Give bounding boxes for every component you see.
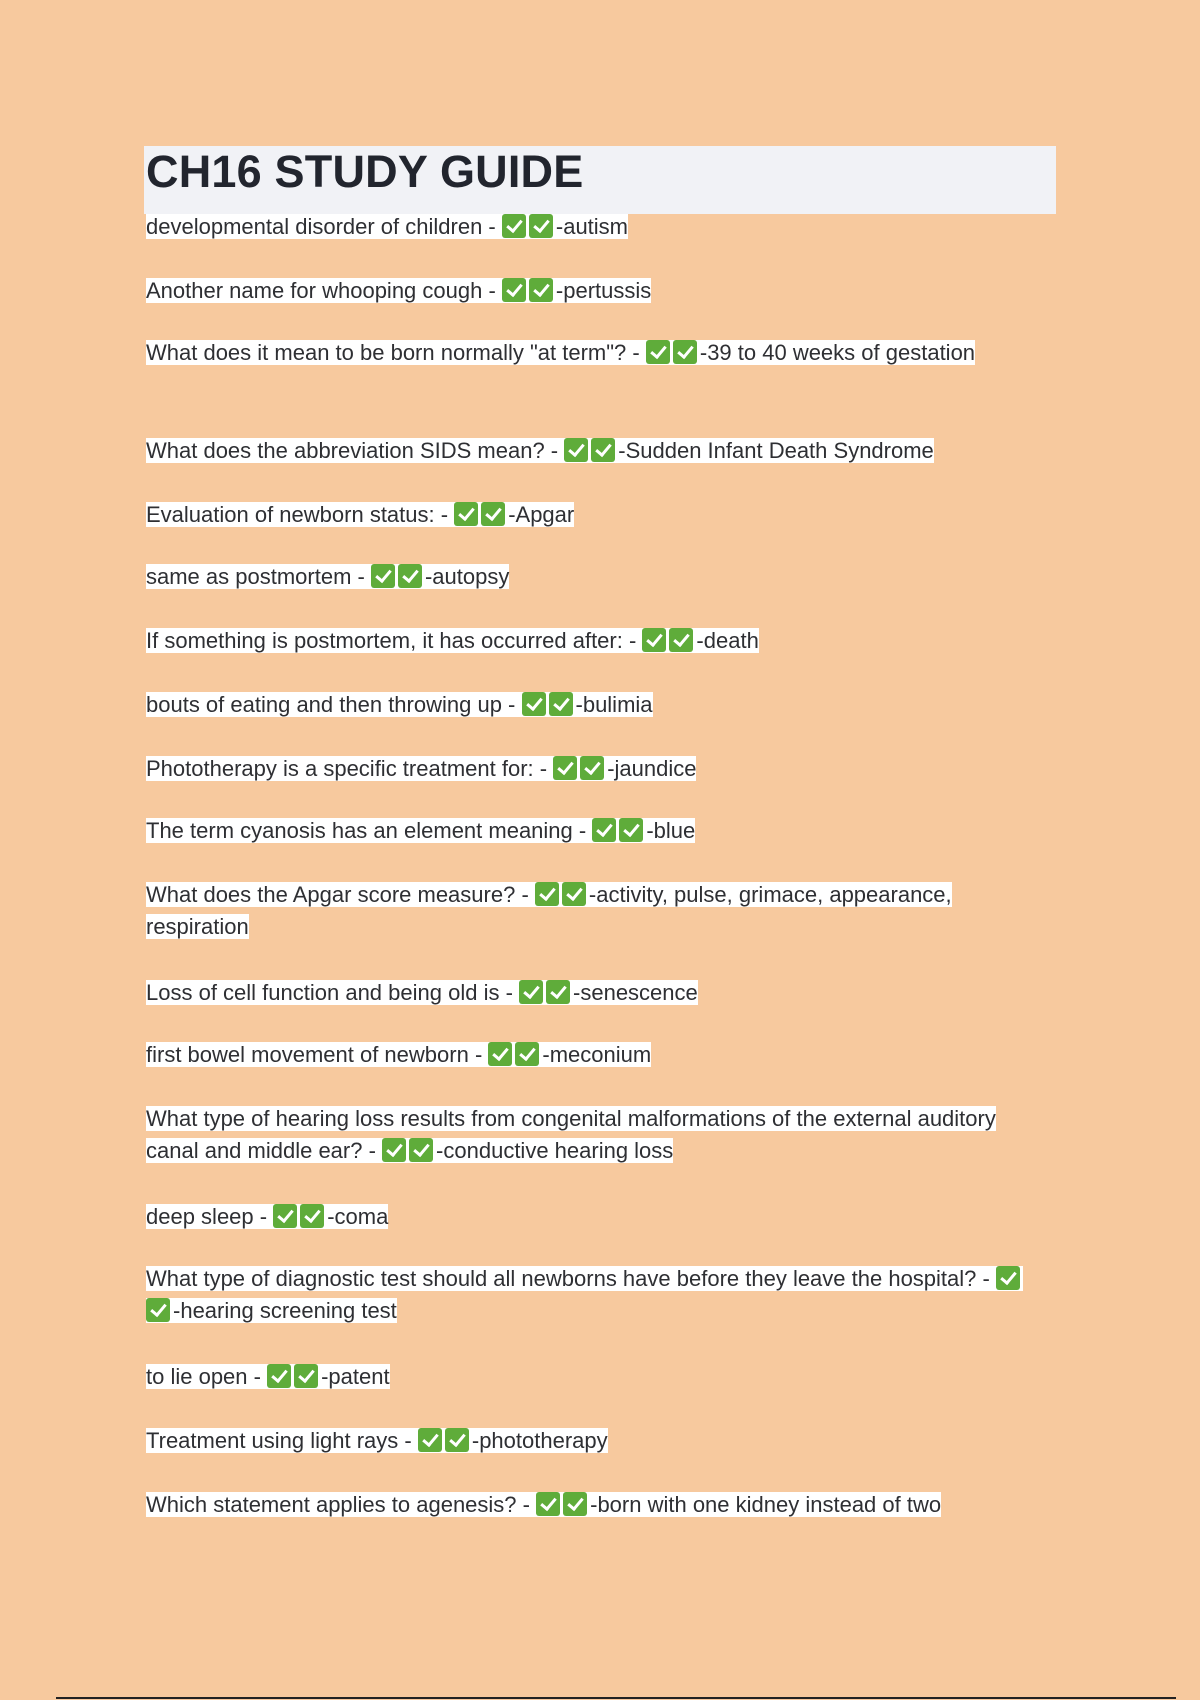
question-separator: - bbox=[362, 1138, 383, 1163]
study-item-highlight bbox=[146, 502, 574, 527]
answer-prefix: - bbox=[471, 1428, 480, 1453]
study-item-highlight bbox=[146, 628, 759, 653]
study-item-highlight bbox=[146, 1364, 390, 1389]
study-item-highlight bbox=[146, 1042, 651, 1067]
study-question: If something is postmortem, it has occurred after: bbox=[146, 628, 623, 653]
study-question: Phototherapy is a specific treatment for: bbox=[146, 756, 534, 781]
study-answer: phototherapy bbox=[479, 1428, 608, 1453]
check-mark-icon bbox=[673, 340, 697, 364]
check-mark-icon bbox=[522, 692, 546, 716]
answer-prefix: - bbox=[508, 502, 516, 527]
study-question: What type of hearing loss results from congenital malformations of the external auditory canal and middle ear? bbox=[146, 1106, 996, 1163]
study-answer: jaundice bbox=[614, 756, 697, 781]
answer-prefix: - bbox=[618, 438, 626, 463]
check-mark-icon bbox=[642, 628, 666, 652]
check-mark-icon bbox=[515, 1042, 539, 1066]
study-question: Another name for whooping cough bbox=[146, 278, 483, 303]
check-mark-icon bbox=[267, 1364, 291, 1388]
question-separator: - bbox=[482, 214, 502, 239]
study-answer: activity, pulse, grimace, appearance, respiration bbox=[146, 882, 952, 939]
study-question: to lie open bbox=[146, 1364, 248, 1389]
question-separator: - bbox=[434, 502, 455, 527]
study-item bbox=[146, 977, 1046, 1009]
study-question: What type of diagnostic test should all newborns have before they leave the hospital? bbox=[146, 1266, 977, 1291]
question-separator: - bbox=[544, 438, 565, 463]
question-separator: - bbox=[572, 818, 593, 843]
question-separator: - bbox=[976, 1266, 996, 1291]
study-item bbox=[146, 211, 1046, 243]
check-mark-icon bbox=[536, 1492, 560, 1516]
check-mark-icon bbox=[553, 756, 577, 780]
check-mark-icon bbox=[371, 564, 395, 588]
answer-prefix: - bbox=[436, 1138, 444, 1163]
answer-prefix: - bbox=[173, 1298, 181, 1323]
answer-prefix: - bbox=[542, 1042, 550, 1067]
study-answer: pertussis bbox=[563, 278, 652, 303]
check-mark-icon bbox=[564, 438, 588, 462]
check-mark-icon bbox=[294, 1364, 318, 1388]
check-mark-icon bbox=[580, 756, 604, 780]
check-mark-icon bbox=[273, 1204, 297, 1228]
question-separator: - bbox=[515, 882, 535, 907]
check-mark-icon bbox=[454, 502, 478, 526]
study-item bbox=[146, 337, 1046, 369]
check-mark-icon bbox=[619, 818, 643, 842]
study-item bbox=[146, 689, 1046, 721]
study-question: Which statement applies to agenesis? bbox=[146, 1492, 517, 1517]
study-answer: Apgar bbox=[515, 502, 575, 527]
check-mark-icon bbox=[409, 1138, 433, 1162]
check-mark-icon bbox=[546, 980, 570, 1004]
study-item bbox=[146, 753, 1046, 785]
study-answer: conductive hearing loss bbox=[443, 1138, 674, 1163]
check-mark-icon bbox=[418, 1428, 442, 1452]
study-answer: meconium bbox=[549, 1042, 652, 1067]
answer-prefix: - bbox=[588, 882, 597, 907]
page-title: CH16 STUDY GUIDE bbox=[146, 146, 584, 197]
question-separator: - bbox=[468, 1042, 489, 1067]
study-answer: bulimia bbox=[582, 692, 653, 717]
check-mark-icon bbox=[382, 1138, 406, 1162]
answer-prefix: - bbox=[696, 628, 704, 653]
answer-prefix: - bbox=[555, 214, 564, 239]
study-item bbox=[146, 625, 1046, 657]
question-separator: - bbox=[501, 692, 522, 717]
study-answer: hearing screening test bbox=[180, 1298, 397, 1323]
study-item-highlight bbox=[146, 278, 651, 303]
study-question: bouts of eating and then throwing up bbox=[146, 692, 502, 717]
check-mark-icon bbox=[519, 980, 543, 1004]
study-item bbox=[146, 1263, 1046, 1327]
study-question: What does the Apgar score measure? bbox=[146, 882, 516, 907]
study-question: Treatment using light rays bbox=[146, 1428, 399, 1453]
study-question: Loss of cell function and being old is bbox=[146, 980, 500, 1005]
question-separator: - bbox=[626, 340, 646, 365]
check-mark-icon bbox=[646, 340, 670, 364]
study-item bbox=[146, 1361, 1046, 1393]
study-item-highlight bbox=[146, 564, 509, 589]
study-answer: patent bbox=[328, 1364, 390, 1389]
study-item-highlight bbox=[146, 692, 653, 717]
study-item-highlight bbox=[146, 438, 934, 463]
study-item-highlight bbox=[146, 340, 975, 365]
study-item bbox=[146, 815, 1046, 847]
check-mark-icon bbox=[591, 438, 615, 462]
check-mark-icon bbox=[562, 882, 586, 906]
check-mark-icon bbox=[502, 278, 526, 302]
check-mark-icon bbox=[535, 882, 559, 906]
question-separator: - bbox=[533, 756, 554, 781]
study-item bbox=[146, 1489, 1046, 1521]
check-mark-icon bbox=[445, 1428, 469, 1452]
study-answer: autism bbox=[563, 214, 628, 239]
study-question: deep sleep bbox=[146, 1204, 254, 1229]
study-item-highlight bbox=[146, 1204, 388, 1229]
answer-prefix: - bbox=[646, 818, 654, 843]
study-answer: Sudden Infant Death Syndrome bbox=[625, 438, 934, 463]
study-answer: coma bbox=[334, 1204, 389, 1229]
check-mark-icon bbox=[563, 1492, 587, 1516]
check-mark-icon bbox=[481, 502, 505, 526]
study-answer: born with one kidney instead of two bbox=[597, 1492, 942, 1517]
study-question: What does the abbreviation SIDS mean? bbox=[146, 438, 545, 463]
answer-prefix: - bbox=[575, 692, 583, 717]
study-item bbox=[146, 879, 1046, 943]
check-mark-icon bbox=[488, 1042, 512, 1066]
question-separator: - bbox=[247, 1364, 268, 1389]
answer-prefix: - bbox=[321, 1364, 329, 1389]
study-question: developmental disorder of children bbox=[146, 214, 483, 239]
answer-prefix: - bbox=[590, 1492, 598, 1517]
question-separator: - bbox=[516, 1492, 537, 1517]
check-mark-icon bbox=[996, 1266, 1020, 1290]
study-question: The term cyanosis has an element meaning bbox=[146, 818, 573, 843]
check-mark-icon bbox=[502, 214, 526, 238]
study-question: What does it mean to be born normally "at term"? bbox=[146, 340, 627, 365]
check-mark-icon bbox=[592, 818, 616, 842]
check-mark-icon bbox=[529, 214, 553, 238]
check-mark-icon bbox=[300, 1204, 324, 1228]
study-item bbox=[146, 561, 1046, 593]
check-mark-icon bbox=[529, 278, 553, 302]
study-item-highlight bbox=[146, 818, 695, 843]
study-question: first bowel movement of newborn bbox=[146, 1042, 469, 1067]
study-item bbox=[146, 275, 1046, 307]
study-item bbox=[146, 1201, 1046, 1233]
study-item-highlight bbox=[146, 214, 628, 239]
study-item-highlight bbox=[146, 1106, 996, 1163]
study-item-highlight bbox=[146, 1428, 608, 1453]
study-item-highlight bbox=[146, 882, 952, 939]
study-answer: autopsy bbox=[432, 564, 510, 589]
study-item-highlight bbox=[146, 756, 696, 781]
study-item bbox=[146, 1425, 1046, 1457]
check-mark-icon bbox=[669, 628, 693, 652]
answer-prefix: - bbox=[327, 1204, 335, 1229]
answer-prefix: - bbox=[555, 278, 564, 303]
question-separator: - bbox=[398, 1428, 418, 1453]
study-item-highlight bbox=[146, 1266, 1023, 1323]
question-separator: - bbox=[351, 564, 371, 589]
study-question: same as postmortem bbox=[146, 564, 352, 589]
study-answer: 39 to 40 weeks of gestation bbox=[707, 340, 976, 365]
check-mark-icon bbox=[549, 692, 573, 716]
study-item-highlight bbox=[146, 980, 698, 1005]
answer-prefix: - bbox=[573, 980, 581, 1005]
question-separator: - bbox=[253, 1204, 274, 1229]
answer-prefix: - bbox=[699, 340, 708, 365]
study-answer: blue bbox=[653, 818, 696, 843]
check-mark-icon bbox=[146, 1298, 170, 1322]
footer-divider bbox=[56, 1697, 1176, 1699]
study-item bbox=[146, 1103, 1046, 1167]
study-answer: death bbox=[703, 628, 759, 653]
answer-prefix: - bbox=[424, 564, 433, 589]
study-question: Evaluation of newborn status: bbox=[146, 502, 435, 527]
study-answer: senescence bbox=[580, 980, 698, 1005]
check-mark-icon bbox=[398, 564, 422, 588]
question-separator: - bbox=[622, 628, 643, 653]
answer-prefix: - bbox=[607, 756, 615, 781]
study-item bbox=[146, 435, 1046, 467]
study-item bbox=[146, 499, 1046, 531]
question-separator: - bbox=[482, 278, 502, 303]
question-separator: - bbox=[499, 980, 520, 1005]
study-item-highlight bbox=[146, 1492, 941, 1517]
study-item bbox=[146, 1039, 1046, 1071]
